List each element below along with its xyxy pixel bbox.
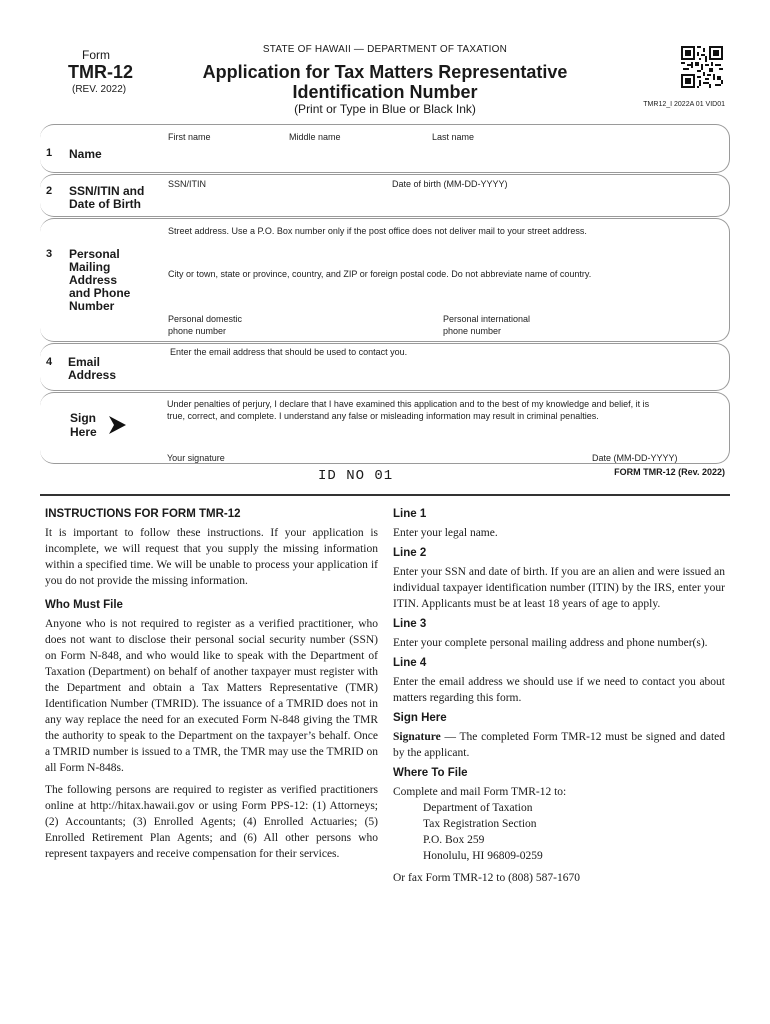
signature-field[interactable] xyxy=(160,424,585,450)
middle-name-caption: Middle name xyxy=(289,132,341,142)
version-id: TMR12_I 2022A 01 VID01 xyxy=(643,101,725,108)
form-footer-label: FORM TMR-12 (Rev. 2022) xyxy=(614,467,725,477)
instructions-intro: It is important to follow these instructions. If your application is incomplete, we will request that you supply the missing information within a specified time. We will be unable to process your application if you do not provide the missing information. xyxy=(45,527,378,587)
address-label-line3: Address xyxy=(69,273,118,287)
mailing-address-line4: Honolulu, HI 96809-0259 xyxy=(423,850,543,862)
line-number-4: 4 xyxy=(46,356,53,368)
qr-code-icon xyxy=(681,46,723,88)
mailing-address-line3: P.O. Box 259 xyxy=(423,834,485,846)
domestic-phone-caption-l1: Personal domestic xyxy=(168,314,243,324)
mailing-address-line1: Department of Taxation xyxy=(423,802,533,814)
domestic-phone-field[interactable] xyxy=(245,312,435,338)
line2-heading: Line 2 xyxy=(393,547,427,559)
email-label-line2: Address xyxy=(68,368,117,382)
ssn-label-line1: SSN/ITIN and xyxy=(69,184,145,198)
email-label-line1: Email xyxy=(68,355,101,369)
signature-date-field[interactable] xyxy=(590,424,725,450)
dob-caption: Date of birth (MM-DD-YYYY) xyxy=(392,179,508,189)
id-number: ID NO 01 xyxy=(318,468,394,484)
sign-here-text xyxy=(393,729,725,761)
form-number: TMR-12 xyxy=(68,62,134,82)
where-to-file-intro: Complete and mail Form TMR-12 to: xyxy=(393,786,567,798)
where-to-file-heading: Where To File xyxy=(393,767,468,779)
address-label-line1: Personal xyxy=(69,247,120,261)
agency-name: STATE OF HAWAII — DEPARTMENT OF TAXATION xyxy=(262,44,508,55)
instructions-right-column xyxy=(393,508,725,892)
who-must-file-para1: Anyone who is not required to register as a verified practitioner, who does not want to disclose their personal social security number (SSN) on Form N-848, and who would like to speak with the Department of Taxation (Department) on behalf of another taxpayer must register with the Department and obtain a Tax Matters Representative (TMR) Identification Number (TMRID). The issuance of a TMRID does not in any way replace the need for an executed Form N-848 giving the TMR the authority to speak to the Department on the taxpayer’s behalf. Once a TMRID number is issued to a TMR, the TMR may use the TMRID on all Form N-848s. xyxy=(45,618,378,774)
page-subtitle: (Print or Type in Blue or Black Ink) xyxy=(294,102,476,116)
line3-text: Enter your complete personal mailing address and phone number(s). xyxy=(393,637,708,649)
declaration-line1: Under penalties of perjury, I declare that I have examined this application and to the best of my knowledge and belief, it is xyxy=(167,399,650,409)
name-field[interactable] xyxy=(160,143,725,169)
who-must-file-para2: The following persons are required to register as verified practitioners online at http://hitax.hawaii.gov or using Form PPS-12: (1) Attorneys; (2) Accountants; (3) Enrolled Agents; (4) Enrolled Actuaries; (5) Enrolled Retirement Plan Agents; and (6) All other persons who represent taxpayers and receive compensation for their services. xyxy=(45,784,378,860)
date-caption: Date (MM-DD-YYYY) xyxy=(592,453,678,463)
line4-text: Enter the email address we should use if we need to contact you about matters regarding this form. xyxy=(393,676,725,704)
line1-heading: Line 1 xyxy=(393,508,427,520)
intl-phone-field[interactable] xyxy=(520,312,725,338)
line1-text: Enter your legal name. xyxy=(393,527,498,539)
email-caption: Enter the email address that should be used to contact you. xyxy=(170,347,408,357)
email-field[interactable] xyxy=(160,359,725,387)
first-name-caption: First name xyxy=(168,132,211,142)
form-revision: (REV. 2022) xyxy=(72,84,127,95)
name-label: Name xyxy=(69,147,102,161)
address-label-line5: Number xyxy=(69,299,115,313)
sign-label-line1: Sign xyxy=(70,411,96,425)
domestic-phone-caption-l2: phone number xyxy=(168,326,227,336)
sign-here-heading: Sign Here xyxy=(393,712,447,724)
city-caption: City or town, state or province, country, and ZIP or foreign postal code. Do not abbreviate name of country. xyxy=(168,269,592,279)
arrow-right-icon xyxy=(106,414,128,436)
line-number-1: 1 xyxy=(46,147,53,159)
dob-field[interactable] xyxy=(388,190,723,214)
line2-text: Enter your SSN and date of birth. If you are an alien and were issued an individual taxpayer identification number (ITIN) by the IRS, enter your ITIN. Applicants must be at least 18 years of age to apply. xyxy=(393,566,725,610)
declaration-line2: true, correct, and complete. I understand any false or misleading information may result in criminal penalties. xyxy=(167,411,599,421)
line4-heading: Line 4 xyxy=(393,657,427,669)
form-label: Form xyxy=(82,48,110,62)
instructions-title: INSTRUCTIONS FOR FORM TMR-12 xyxy=(45,508,241,520)
intl-phone-caption-l2: phone number xyxy=(443,326,502,336)
line3-heading: Line 3 xyxy=(393,618,427,630)
sign-label-line2: Here xyxy=(70,425,97,439)
line-number-2: 2 xyxy=(46,185,53,197)
city-field[interactable] xyxy=(160,281,725,305)
section-divider xyxy=(40,494,730,496)
page-title-line2: Identification Number xyxy=(292,82,478,102)
ssn-label-line2: Date of Birth xyxy=(69,197,141,211)
address-label-line2: Mailing xyxy=(69,260,111,274)
ssn-field[interactable] xyxy=(160,190,385,214)
page-title-line1: Application for Tax Matters Representative xyxy=(202,62,568,82)
signature-caption: Your signature xyxy=(167,453,225,463)
address-label-line4: and Phone xyxy=(69,286,131,300)
street-address-field[interactable] xyxy=(160,238,725,262)
fax-text: Or fax Form TMR-12 to (808) 587-1670 xyxy=(393,872,580,884)
signature-description: — The completed Form TMR-12 must be signed and dated by the applicant. xyxy=(393,731,725,759)
ssn-caption: SSN/ITIN xyxy=(168,179,207,189)
mailing-address-line2: Tax Registration Section xyxy=(423,818,537,830)
signature-term: Signature xyxy=(393,731,441,743)
street-caption: Street address. Use a P.O. Box number only if the post office does not deliver mail to your street address. xyxy=(168,226,587,236)
who-must-file-heading: Who Must File xyxy=(45,599,123,611)
line-number-3: 3 xyxy=(46,248,53,260)
instructions-left-column xyxy=(45,508,378,868)
sign-here-label xyxy=(70,411,97,439)
last-name-caption: Last name xyxy=(432,132,475,142)
intl-phone-caption-l1: Personal international xyxy=(443,314,531,324)
